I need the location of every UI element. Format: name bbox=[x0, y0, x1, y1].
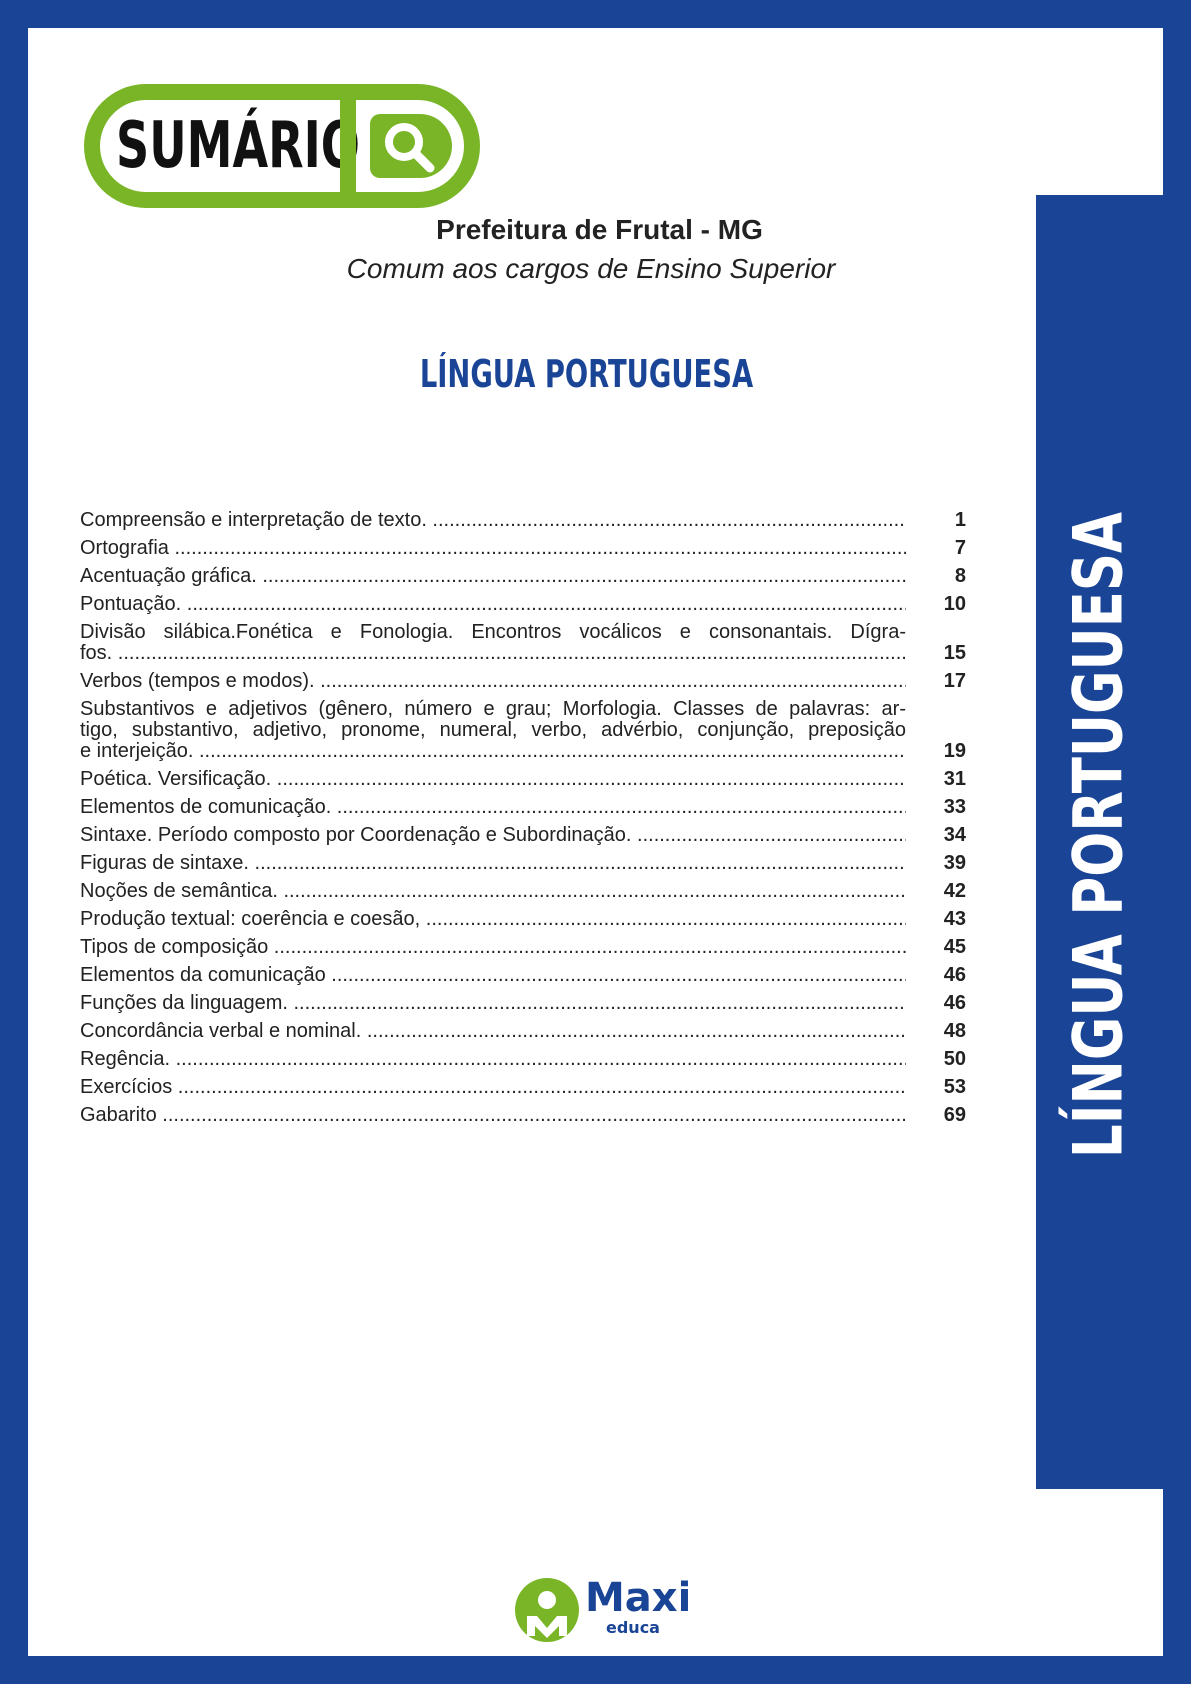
maxi-brand: Maxi bbox=[585, 1575, 692, 1621]
toc-row bbox=[80, 1105, 966, 1126]
toc-entry-text bbox=[80, 965, 906, 986]
toc-row bbox=[80, 993, 966, 1014]
toc-entry-text bbox=[80, 853, 906, 874]
toc-entry-line: Funções da linguagem. ..... bbox=[80, 993, 906, 1014]
toc-row bbox=[80, 1077, 966, 1098]
toc-entry-text bbox=[80, 622, 906, 664]
toc-row bbox=[80, 594, 966, 615]
toc-entry-text bbox=[80, 594, 906, 615]
toc-page-number: 48 bbox=[943, 1020, 966, 1042]
toc-row bbox=[80, 797, 966, 818]
toc-page-number: 69 bbox=[943, 1104, 966, 1126]
toc-row bbox=[80, 1021, 966, 1042]
toc-row bbox=[80, 937, 966, 958]
side-label: LÍNGUA PORTUGUESA bbox=[1059, 511, 1139, 1159]
toc-entry-text bbox=[80, 825, 906, 846]
toc-entry-text bbox=[80, 909, 906, 930]
toc-entry-line: Noções de semântica. ..... bbox=[80, 881, 906, 902]
toc-entry-line: Concordância verbal e nominal. ..... bbox=[80, 1021, 906, 1042]
toc-row bbox=[80, 699, 966, 762]
toc-entry-text bbox=[80, 1049, 906, 1070]
toc-entry-line: Gabarito ..... bbox=[80, 1105, 906, 1126]
toc-entry-line: Figuras de sintaxe. ..... bbox=[80, 853, 906, 874]
toc-entry-line: Regência. ..... bbox=[80, 1049, 906, 1070]
maxi-educa-logo bbox=[513, 1575, 692, 1644]
toc-entry-text bbox=[80, 797, 906, 818]
toc-entry-line: Divisão silábica.Fonética e Fonologia. Encontros vocálicos e consonantais. Dígra- bbox=[80, 622, 906, 643]
toc-row bbox=[80, 566, 966, 587]
toc-row bbox=[80, 622, 966, 664]
toc-page-number: 39 bbox=[943, 852, 966, 874]
toc-row bbox=[80, 538, 966, 559]
toc-entry-line: Sintaxe. Período composto por Coordenação e Subordinação. ..... bbox=[80, 825, 906, 846]
toc-entry-text bbox=[80, 1077, 906, 1098]
section-title: LÍNGUA PORTUGUESA bbox=[419, 352, 753, 396]
toc-page-number: 31 bbox=[943, 768, 966, 790]
toc-page-number: 46 bbox=[943, 964, 966, 986]
toc-page-number: 46 bbox=[943, 992, 966, 1014]
search-icon bbox=[378, 116, 442, 176]
document-subtitle: Comum aos cargos de Ensino Superior bbox=[346, 253, 836, 284]
toc-entry-text bbox=[80, 769, 906, 790]
toc-entry-line: Produção textual: coerência e coesão, ..... bbox=[80, 909, 906, 930]
toc-entry-line: e interjeição. ..... bbox=[80, 741, 906, 762]
toc-entry-line: Compreensão e interpretação de texto. ..... bbox=[80, 510, 906, 531]
sumario-logo bbox=[84, 84, 480, 208]
toc-entry-text bbox=[80, 937, 906, 958]
toc-row bbox=[80, 965, 966, 986]
toc-entry-line: Exercícios ..... bbox=[80, 1077, 906, 1098]
toc-entry-line: Verbos (tempos e modos). ..... bbox=[80, 671, 906, 692]
toc-entry-line: fos. ..... bbox=[80, 643, 906, 664]
toc-entry-line: Tipos de composição ..... bbox=[80, 937, 906, 958]
toc-entry-line: Elementos de comunicação. ..... bbox=[80, 797, 906, 818]
toc-page-number: 53 bbox=[943, 1076, 966, 1098]
toc-entry-text bbox=[80, 566, 906, 587]
toc-page-number: 34 bbox=[943, 824, 966, 846]
toc-row bbox=[80, 671, 966, 692]
toc-row bbox=[80, 1049, 966, 1070]
toc-entry-line: Poética. Versificação. ..... bbox=[80, 769, 906, 790]
toc-page-number: 17 bbox=[943, 670, 966, 692]
toc-entry-text bbox=[80, 538, 906, 559]
toc-entry-line: Elementos da comunicação ..... bbox=[80, 965, 906, 986]
toc-page-number: 8 bbox=[954, 565, 966, 587]
sumario-search-box bbox=[340, 84, 480, 208]
toc-row bbox=[80, 881, 966, 902]
toc-page-number: 10 bbox=[943, 593, 966, 615]
toc-entry-line: Ortografia ..... bbox=[80, 538, 906, 559]
toc-row bbox=[80, 909, 966, 930]
toc-entry-text bbox=[80, 1021, 906, 1042]
toc-entry-line: Acentuação gráfica. ..... bbox=[80, 566, 906, 587]
toc-entry-text bbox=[80, 671, 906, 692]
document-title: Prefeitura de Frutal - MG bbox=[436, 214, 763, 245]
toc-entry-text bbox=[80, 510, 906, 531]
toc-entry-line: Pontuação. ..... bbox=[80, 594, 906, 615]
toc-entry-line: tigo, substantivo, adjetivo, pronome, numeral, verbo, advérbio, conjunção, preposição bbox=[80, 719, 906, 741]
toc-page-number: 42 bbox=[943, 880, 966, 902]
toc-entry-line: Substantivos e adjetivos (gênero, número e grau; Morfologia. Classes de palavras: ar- bbox=[80, 699, 906, 720]
toc-entry-text bbox=[80, 699, 906, 762]
toc-page-number: 1 bbox=[954, 509, 966, 531]
maxi-logo-icon bbox=[513, 1576, 581, 1644]
toc-page-number: 45 bbox=[943, 936, 966, 958]
toc-page-number: 50 bbox=[943, 1048, 966, 1070]
table-of-contents bbox=[80, 510, 966, 1133]
toc-row bbox=[80, 769, 966, 790]
sumario-title: SUMÁRIO bbox=[116, 109, 360, 183]
toc-page-number: 7 bbox=[954, 537, 966, 559]
toc-entry-text bbox=[80, 881, 906, 902]
toc-entry-text bbox=[80, 993, 906, 1014]
toc-page-number: 15 bbox=[943, 642, 966, 664]
maxi-brand-sub: educa bbox=[606, 1618, 660, 1637]
toc-row bbox=[80, 853, 966, 874]
toc-page-number: 33 bbox=[943, 796, 966, 818]
toc-page-number: 43 bbox=[943, 908, 966, 930]
toc-row bbox=[80, 510, 966, 531]
toc-entry-text bbox=[80, 1105, 906, 1126]
toc-page-number: 19 bbox=[943, 740, 966, 762]
toc-row bbox=[80, 825, 966, 846]
